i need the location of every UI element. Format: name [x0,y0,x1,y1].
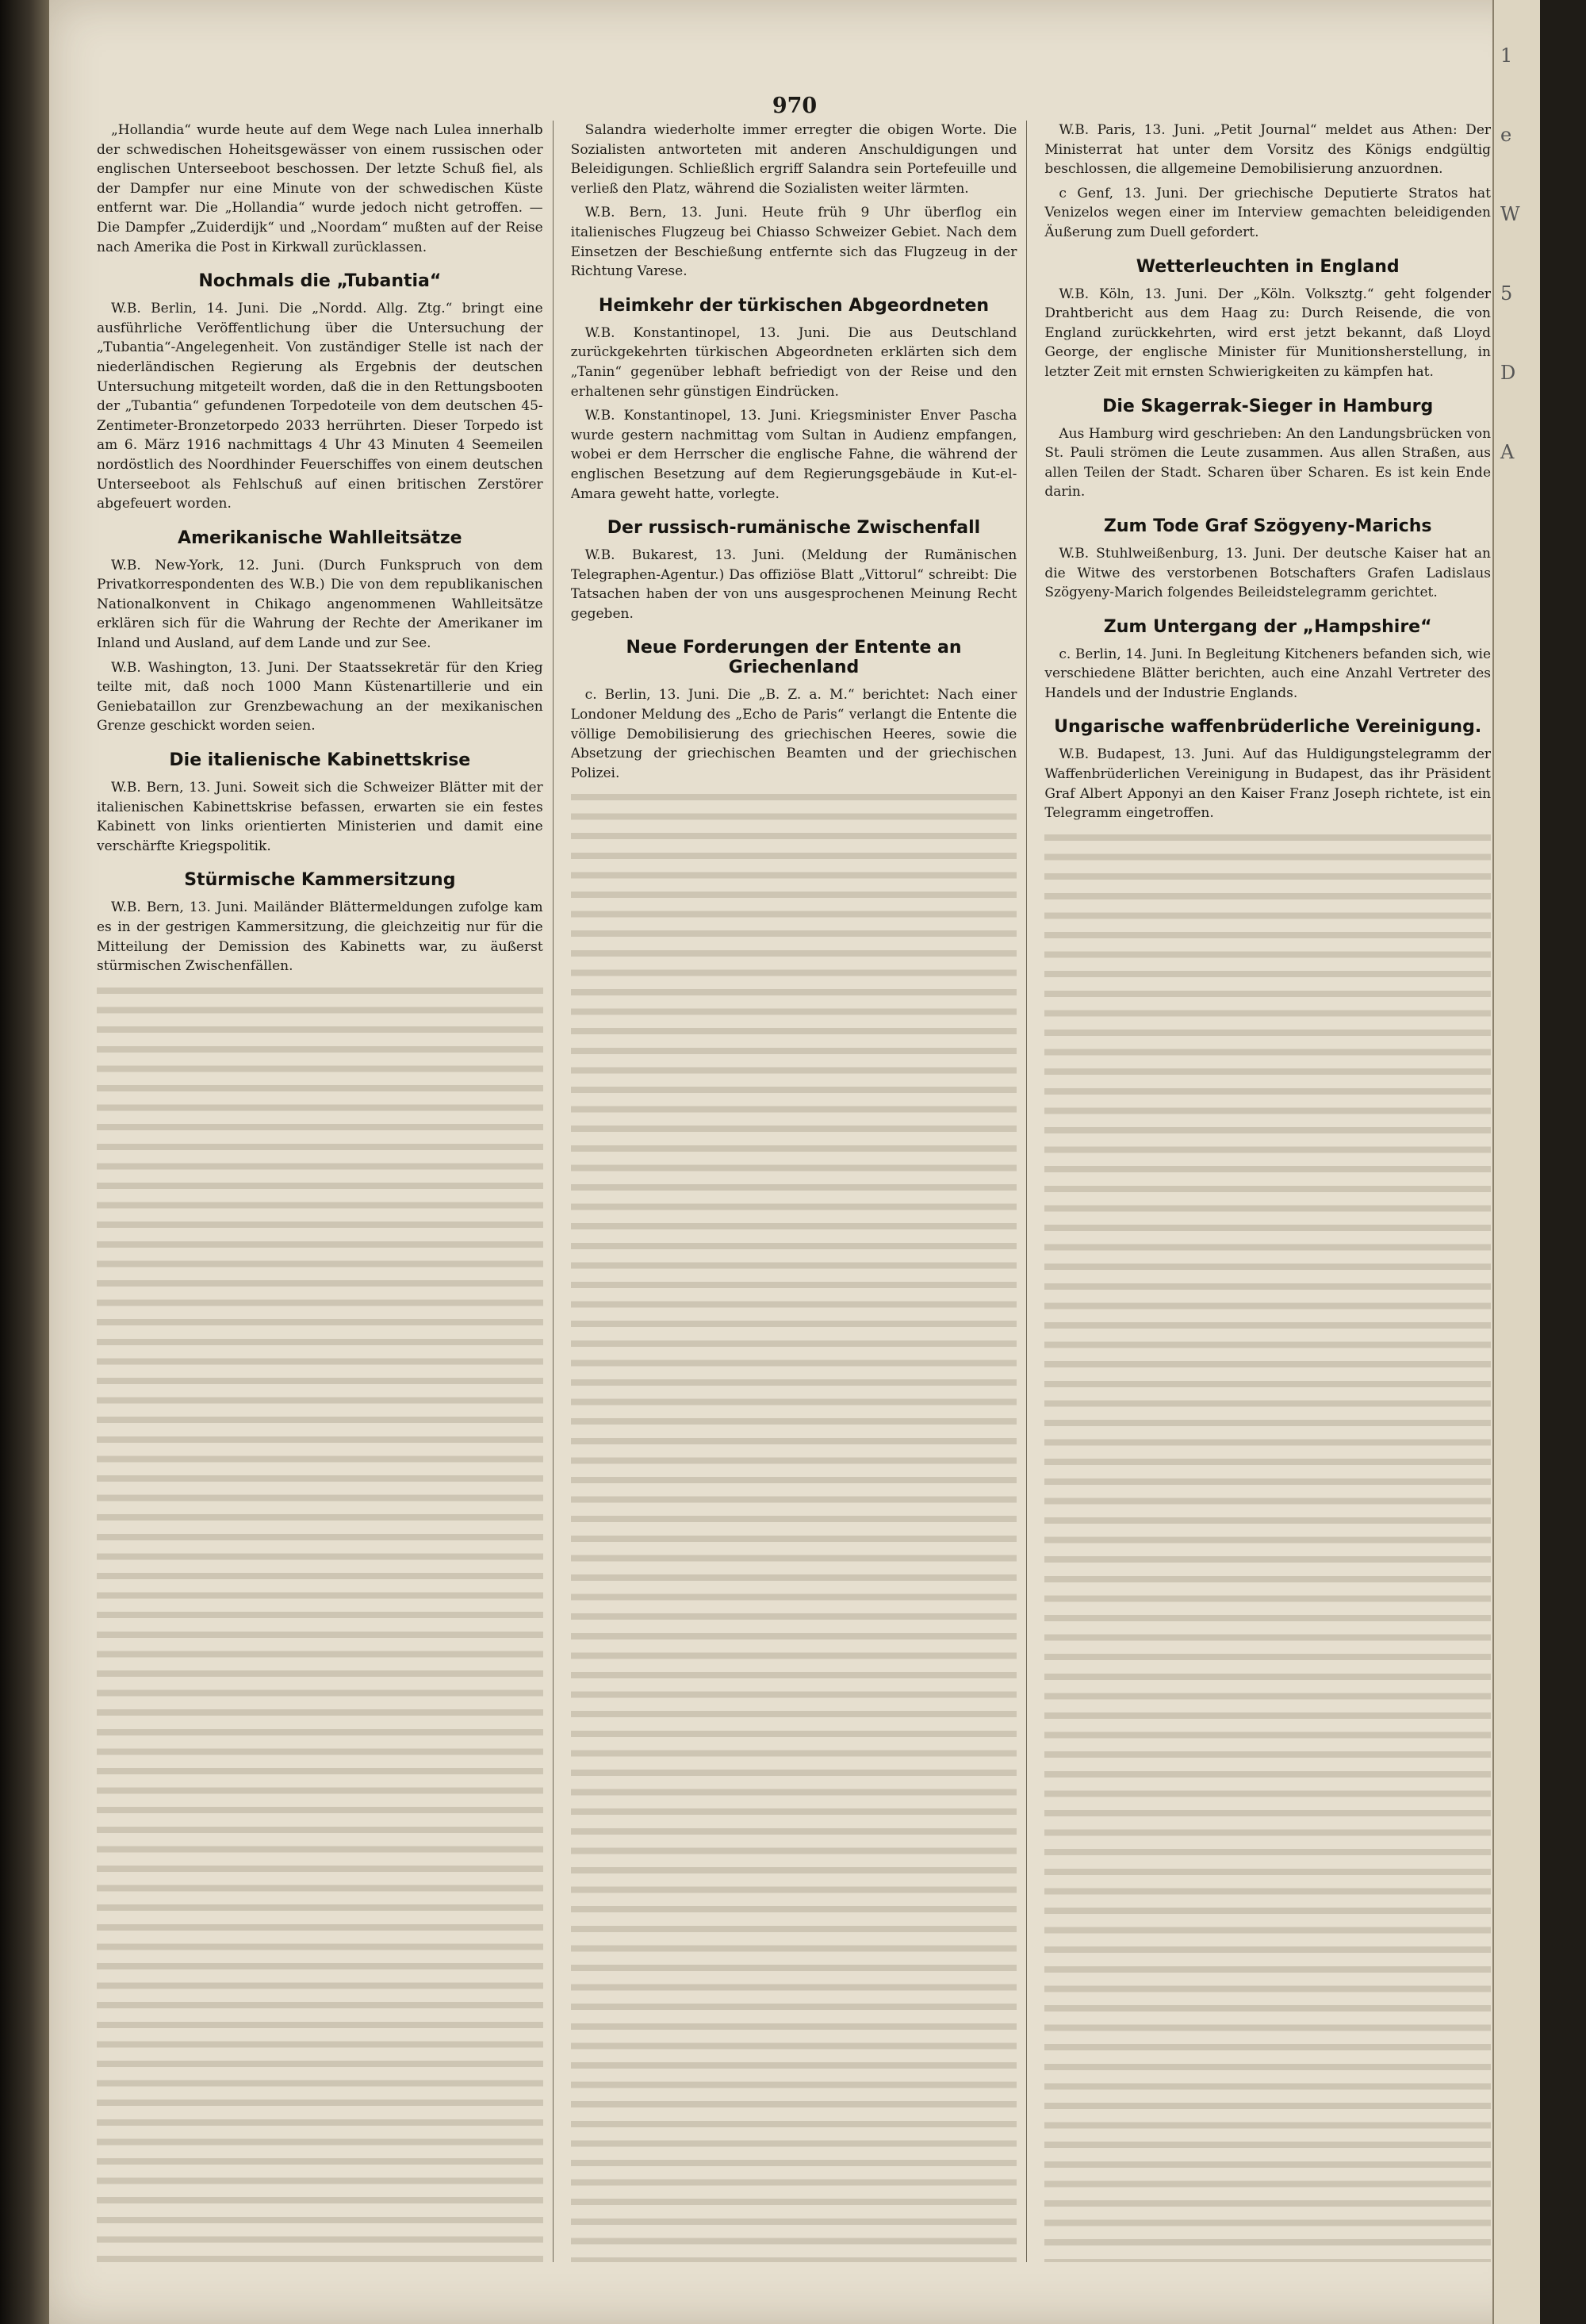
article-headline: Zum Tode Graf Szögyeny-Marichs [1103,516,1432,536]
continued-text-lines [97,981,543,2262]
continued-text-lines [1044,828,1491,2262]
article-headline: Nochmals die „Tubantia“ [198,271,442,292]
column-1 [97,121,554,2262]
edge-char: 1 [1500,44,1513,67]
article-text: W.B. Konstantinopel, 13. Juni. Die aus Deutschland zurückgekehrten türkischen Abgeordneten erklärten sich dem „Tanin“ gegenüber lebhaft befriedigt von der Reise und den erhaltenen sehr günstigen Eindrücken. [570,324,1017,400]
article-headline: Stürmische Kammersitzung [184,870,456,891]
article-text: W.B. Bern, 13. Juni. Heute früh 9 Uhr überflog ein italienisches Flugzeug bei Chiasso Schweizer Gebiet. Nach dem Einsetzen der Beschießung entfernte sich das Flugzeug in der Richtung Varese. [570,205,1017,280]
article-text: W.B. Konstantinopel, 13. Juni. Kriegsminister Enver Pascha wurde gestern nachmittag vom Sultan in Audienz empfangen, wobei er dem Herrscher die englische Fahne, die während der englischen Besetzung auf dem Regierungsgebäude in Kut-el-Amara geweht hatte, vorlegte. [570,408,1017,502]
article-headline: Die italienische Kabinettskrise [169,750,471,771]
article-headline: Amerikanische Wahlleitsätze [178,527,462,548]
article-text: W.B. Berlin, 14. Juni. Die „Nordd. Allg. Ztg.“ bringt eine ausführliche Veröffentlichung über die Untersuchung der „Tubantia“-Angelegenheit. Von zuständiger Stelle ist nach der niederländischen Regierung als Ergebnis der deutschen Untersuchung mitgeteilt worden, daß die in den Rettungsbooten der „Tubantia“ gefundenen Torpedoteile von dem deutschen 45-Zentimeter-Bronzetorpedo 2033 herrührten. Dieser Torpedo ist am 6. März 1916 nachmittags 4 Uhr 43 Minuten 4 Seemeilen nordöstlich des Noordhinder Feuerschiffes von einem deutschen Unterseeboot als Fehlschuß auf einen britischen Zerstörer abgefeuert worden. [97,301,543,512]
article-text: W.B. Paris, 13. Juni. „Petit Journal“ meldet aus Athen: Der Ministerrat hat unter dem Vorsitz des Königs endgültig beschlossen, die allgemeine Demobilisierung anzuordnen. [1044,122,1492,178]
article-text: W.B. Bern, 13. Juni. Soweit sich die Schweizer Blätter mit der italienischen Kabinettskrise befassen, erwarten sie ein festes Kabinett von links orientierten Ministerien und damit eine verschärfte Kriegspolitik. [97,780,543,854]
article-headline: Neue Forderungen der Entente an Griechenland [626,638,962,678]
article-text: W.B. Budapest, 13. Juni. Auf das Huldigungstelegramm der Waffenbrüderlichen Vereinigung in Budapest, das ihr Präsident Graf Albert Apponyi an den Kaiser Franz Joseph richtete, ist ein Telegramm eingetroffen. [1044,746,1492,822]
edge-char: D [1500,362,1516,384]
article-text: c. Berlin, 13. Juni. Die „B. Z. a. M.“ berichtet: Nach einer Londoner Meldung des „Echo de Paris“ verlangt die Entente die völlige Demobilisierung des griechischen Heeres, sowie die Absetzung der griechischen Beamten und der griechischen Polizei. [570,687,1017,781]
newspaper-page [49,0,1540,2324]
article-text: Salandra wiederholte immer erregter die obigen Worte. Die Sozialisten antworteten mit anderen Anschuldigungen und Beleidigungen. Schließlich ergriff Salandra sein Portefeuille und verließ den Platz, während die Sozialisten weiter lärmten. [570,122,1017,197]
columns [97,121,1500,2262]
article-text: W.B. Köln, 13. Juni. Der „Köln. Volksztg.“ geht folgender Drahtbericht aus dem Haag zu: Durch Reisende, die von England zurückkehrten, wird erst jetzt bekannt, daß Lloyd George, der englische Minister für Munitionsherstellung, in letzter Zeit mit ernsten Schwierigkeiten zu kämpfen hat. [1044,286,1492,380]
edge-char: A [1500,441,1515,463]
article-headline: Ungarische waffenbrüderliche Vereinigung. [1054,717,1482,738]
article-text: W.B. Bukarest, 13. Juni. (Meldung der Rumänischen Telegraphen-Agentur.) Das offiziöse Blatt „Vittorul“ schreibt: Die Tatsachen haben der von uns ausgesprochenen Meinung Recht gegeben. [570,547,1017,622]
article-text: „Hollandia“ wurde heute auf dem Wege nach Lulea innerhalb der schwedischen Hoheitsgewässer von einem russischen oder englischen Unterseeboot beschossen. Der letzte Schuß fiel, als der Dampfer nur eine Minute von der schwedischen Küste entfernt war. Die „Hollandia“ wurde jedoch nicht getroffen. — Die Dampfer „Zuiderdijk“ und „Noordam“ mußten auf der Reise nach Amerika die Post in Kirkwall zurücklassen. [97,122,543,255]
article-text: c. Berlin, 14. Juni. In Begleitung Kitcheners befanden sich, wie verschiedene Blätter berichten, auch eine Anzahl Vertreter des Handels und der Industrie Englands. [1044,646,1492,701]
column-2 [571,121,1028,2262]
edge-char: W [1500,203,1520,225]
article-text: Aus Hamburg wird geschrieben: An den Landungsbrücken von St. Pauli strömen die Leute zusammen. Aus allen Straßen, aus allen Teilen der Stadt. Scharen über Scharen. Es ist kein Ende darin. [1044,425,1492,500]
article-text: W.B. Stuhlweißenburg, 13. Juni. Der deutsche Kaiser hat an die Witwe des verstorbenen Botschafters Grafen Ladislaus Szögyeny-Marich folgendes Beileidstelegramm gerichtet. [1044,545,1492,601]
article-text: c Genf, 13. Juni. Der griechische Deputierte Stratos hat Venizelos wegen einer im Interview gemachten beleidigenden Äußerung zum Duell gefordert. [1044,185,1492,240]
edge-char: e [1500,124,1512,146]
next-page-edge [1492,0,1540,2324]
article-text: W.B. Washington, 13. Juni. Der Staatssekretär für den Krieg teilte mit, daß noch 1000 Mann Küstenartillerie und ein Geniebataillon zur Grenzbewachung an der mexikanischen Grenze geschickt worden seien. [97,659,543,734]
column-3 [1044,121,1500,2262]
page-number: 970 [772,94,818,118]
article-headline: Heimkehr der türkischen Abgeordneten [598,295,990,316]
edge-char: 5 [1500,282,1513,305]
article-headline: Die Skagerrak-Sieger in Hamburg [1102,396,1434,416]
article-headline: Wetterleuchten in England [1136,256,1400,277]
article-text: W.B. Bern, 13. Juni. Mailänder Blättermeldungen zufolge kam es in der gestrigen Kammersitzung, die gleichzeitig nur für die Mitteilung der Demission des Kabinetts war, zu äußerst stürmischen Zwischenfällen. [97,899,543,975]
binding-spine [0,0,49,2324]
article-text: W.B. New-York, 12. Juni. (Durch Funkspruch von dem Privatkorrespondenten des W.B.) Die von dem republikanischen Nationalkonvent in Chikago angenommenen Wahlleitsätze erklären sich für die Wahrung der Rechte der Amerikaner im Inland und Ausland, auf dem Lande und zur See. [97,557,543,652]
article-headline: Zum Untergang der „Hampshire“ [1103,616,1432,637]
continued-text-lines [571,788,1017,2262]
article-headline: Der russisch-rumänische Zwischenfall [607,518,981,539]
